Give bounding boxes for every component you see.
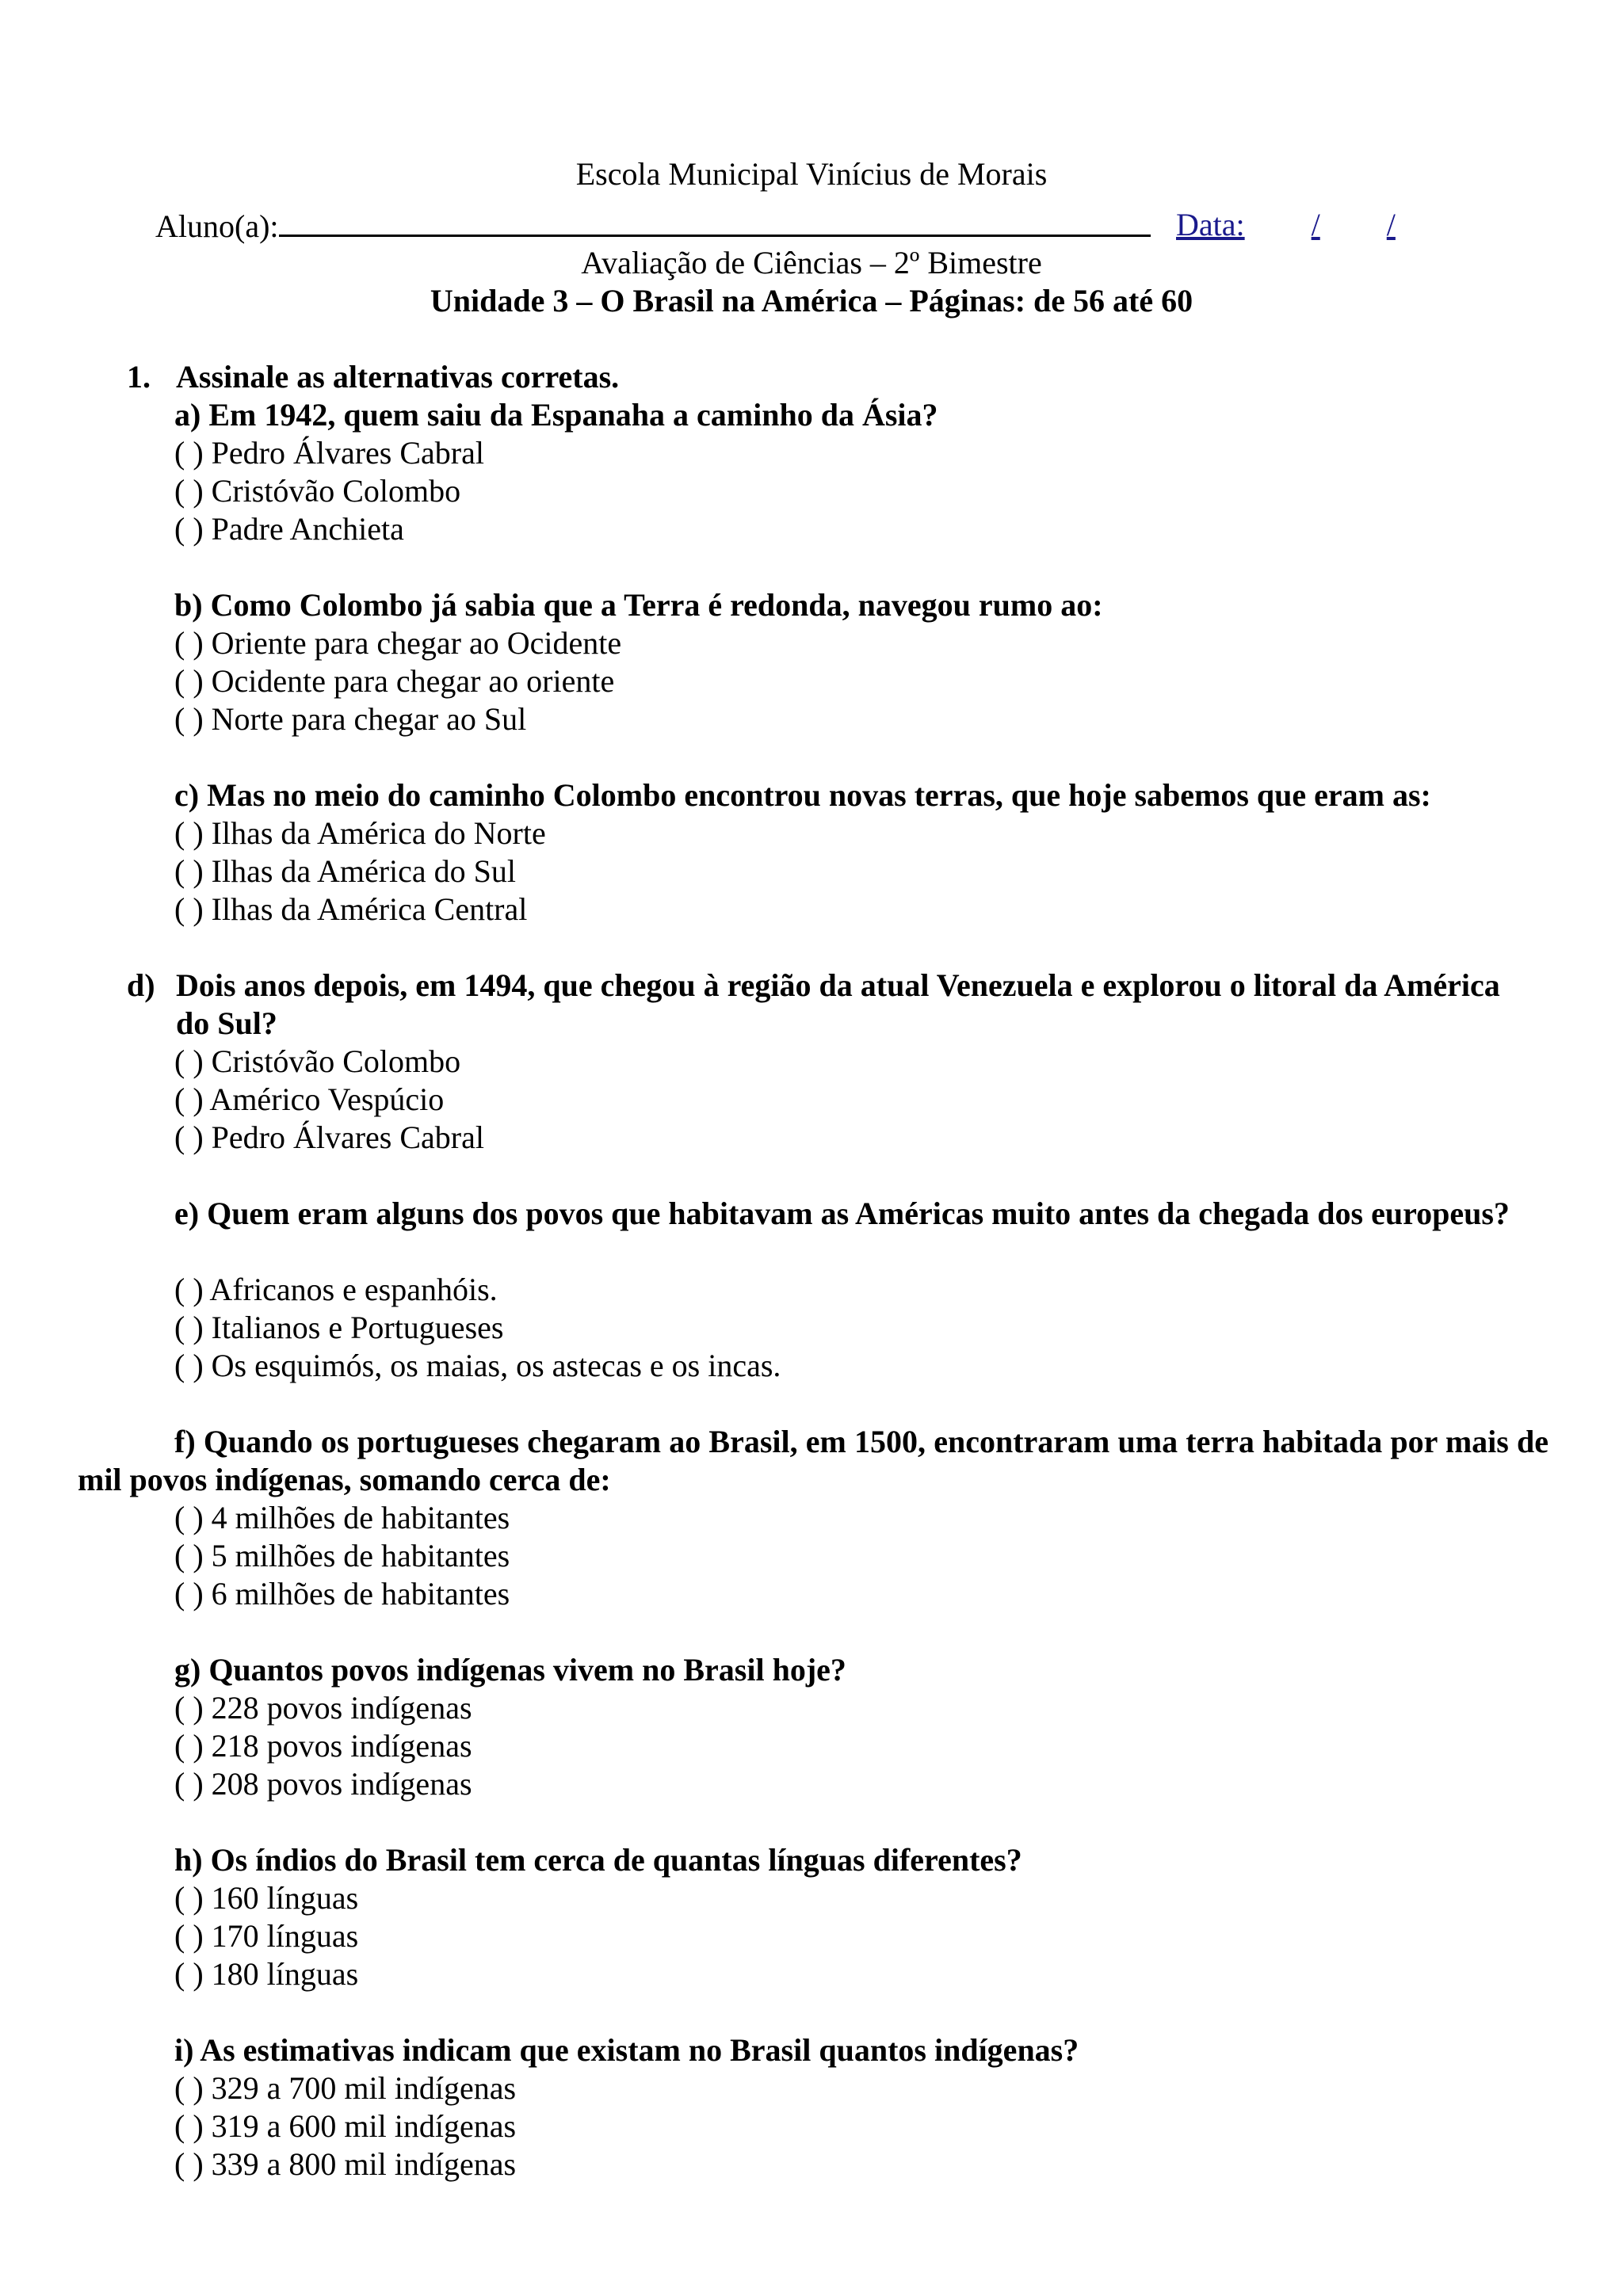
- option-c3[interactable]: ( ) Ilhas da América Central: [174, 891, 528, 927]
- option-h1[interactable]: ( ) 160 línguas: [174, 1880, 359, 1916]
- school-name: Escola Municipal Vinícius de Morais: [575, 156, 1048, 192]
- option-b1[interactable]: ( ) Oriente para chegar ao Ocidente: [174, 625, 622, 661]
- option-i3[interactable]: ( ) 339 a 800 mil indígenas: [174, 2146, 517, 2182]
- exam-title: Avaliação de Ciências – 2º Bimestre: [581, 245, 1042, 280]
- student-name-row: [155, 206, 1151, 246]
- option-g2[interactable]: ( ) 218 povos indígenas: [174, 1728, 472, 1764]
- question-g-prompt: g) Quantos povos indígenas vivem no Brasil hoje?: [174, 1652, 846, 1688]
- option-f2[interactable]: ( ) 5 milhões de habitantes: [174, 1538, 510, 1573]
- question-d-prompt-continued: do Sul?: [176, 1005, 277, 1041]
- option-a3[interactable]: ( ) Padre Anchieta: [174, 511, 404, 547]
- student-label: Aluno(a):: [155, 208, 279, 244]
- option-a2[interactable]: ( ) Cristóvão Colombo: [174, 473, 461, 509]
- option-c2[interactable]: ( ) Ilhas da América do Sul: [174, 853, 516, 889]
- option-h2[interactable]: ( ) 170 línguas: [174, 1918, 359, 1954]
- date-separator: /: [1311, 207, 1320, 242]
- option-d3[interactable]: ( ) Pedro Álvares Cabral: [174, 1119, 484, 1155]
- question-d-label: d): [127, 967, 155, 1003]
- option-b2[interactable]: ( ) Ocidente para chegar ao oriente: [174, 663, 615, 699]
- option-c1[interactable]: ( ) Ilhas da América do Norte: [174, 815, 546, 851]
- question-f-prompt: f) Quando os portugueses chegaram ao Brasil, em 1500, encontraram uma terra habitada por mais de mil povos indígenas, somando cerca de:: [78, 1424, 1549, 1497]
- question-e-prompt: e) Quem eram alguns dos povos que habitavam as Américas muito antes da chegada dos europeus?: [174, 1196, 1510, 1231]
- option-g1[interactable]: ( ) 228 povos indígenas: [174, 1690, 472, 1726]
- option-i2[interactable]: ( ) 319 a 600 mil indígenas: [174, 2108, 517, 2144]
- option-d1[interactable]: ( ) Cristóvão Colombo: [174, 1043, 461, 1079]
- option-f3[interactable]: ( ) 6 milhões de habitantes: [174, 1576, 510, 1611]
- student-name-line[interactable]: [279, 206, 1151, 237]
- option-i1[interactable]: ( ) 329 a 700 mil indígenas: [174, 2070, 517, 2106]
- option-g3[interactable]: ( ) 208 povos indígenas: [174, 1766, 472, 1802]
- option-a1[interactable]: ( ) Pedro Álvares Cabral: [174, 435, 484, 471]
- option-d2[interactable]: ( ) Américo Vespúcio: [174, 1081, 445, 1117]
- date-separator: /: [1386, 207, 1396, 242]
- option-f1[interactable]: ( ) 4 milhões de habitantes: [174, 1500, 510, 1535]
- question-i-prompt: i) As estimativas indicam que existam no Brasil quantos indígenas?: [174, 2032, 1079, 2068]
- date-field[interactable]: [1176, 206, 1462, 244]
- question-h-prompt: h) Os índios do Brasil tem cerca de quantas línguas diferentes?: [174, 1842, 1022, 1878]
- question-number: 1.: [127, 359, 151, 395]
- question-b-prompt: b) Como Colombo já sabia que a Terra é redonda, navegou rumo ao:: [174, 587, 1103, 623]
- option-e3[interactable]: ( ) Os esquimós, os maias, os astecas e os incas.: [174, 1348, 781, 1383]
- question-d-prompt: Dois anos depois, em 1494, que chegou à região da atual Venezuela e explorou o litoral da América: [176, 967, 1500, 1003]
- option-e2[interactable]: ( ) Italianos e Portugueses: [174, 1310, 504, 1345]
- unit-title: Unidade 3 – O Brasil na América – Páginas: de 56 até 60: [430, 283, 1193, 318]
- date-label: Data:: [1176, 207, 1245, 242]
- option-b3[interactable]: ( ) Norte para chegar ao Sul: [174, 701, 527, 737]
- question-title: Assinale as alternativas corretas.: [176, 359, 620, 395]
- question-c-prompt: c) Mas no meio do caminho Colombo encontrou novas terras, que hoje sabemos que eram as:: [174, 777, 1431, 813]
- option-h3[interactable]: ( ) 180 línguas: [174, 1956, 359, 1992]
- option-e1[interactable]: ( ) Africanos e espanhóis.: [174, 1272, 498, 1307]
- question-a-prompt: a) Em 1942, quem saiu da Espanaha a caminho da Ásia?: [174, 397, 938, 433]
